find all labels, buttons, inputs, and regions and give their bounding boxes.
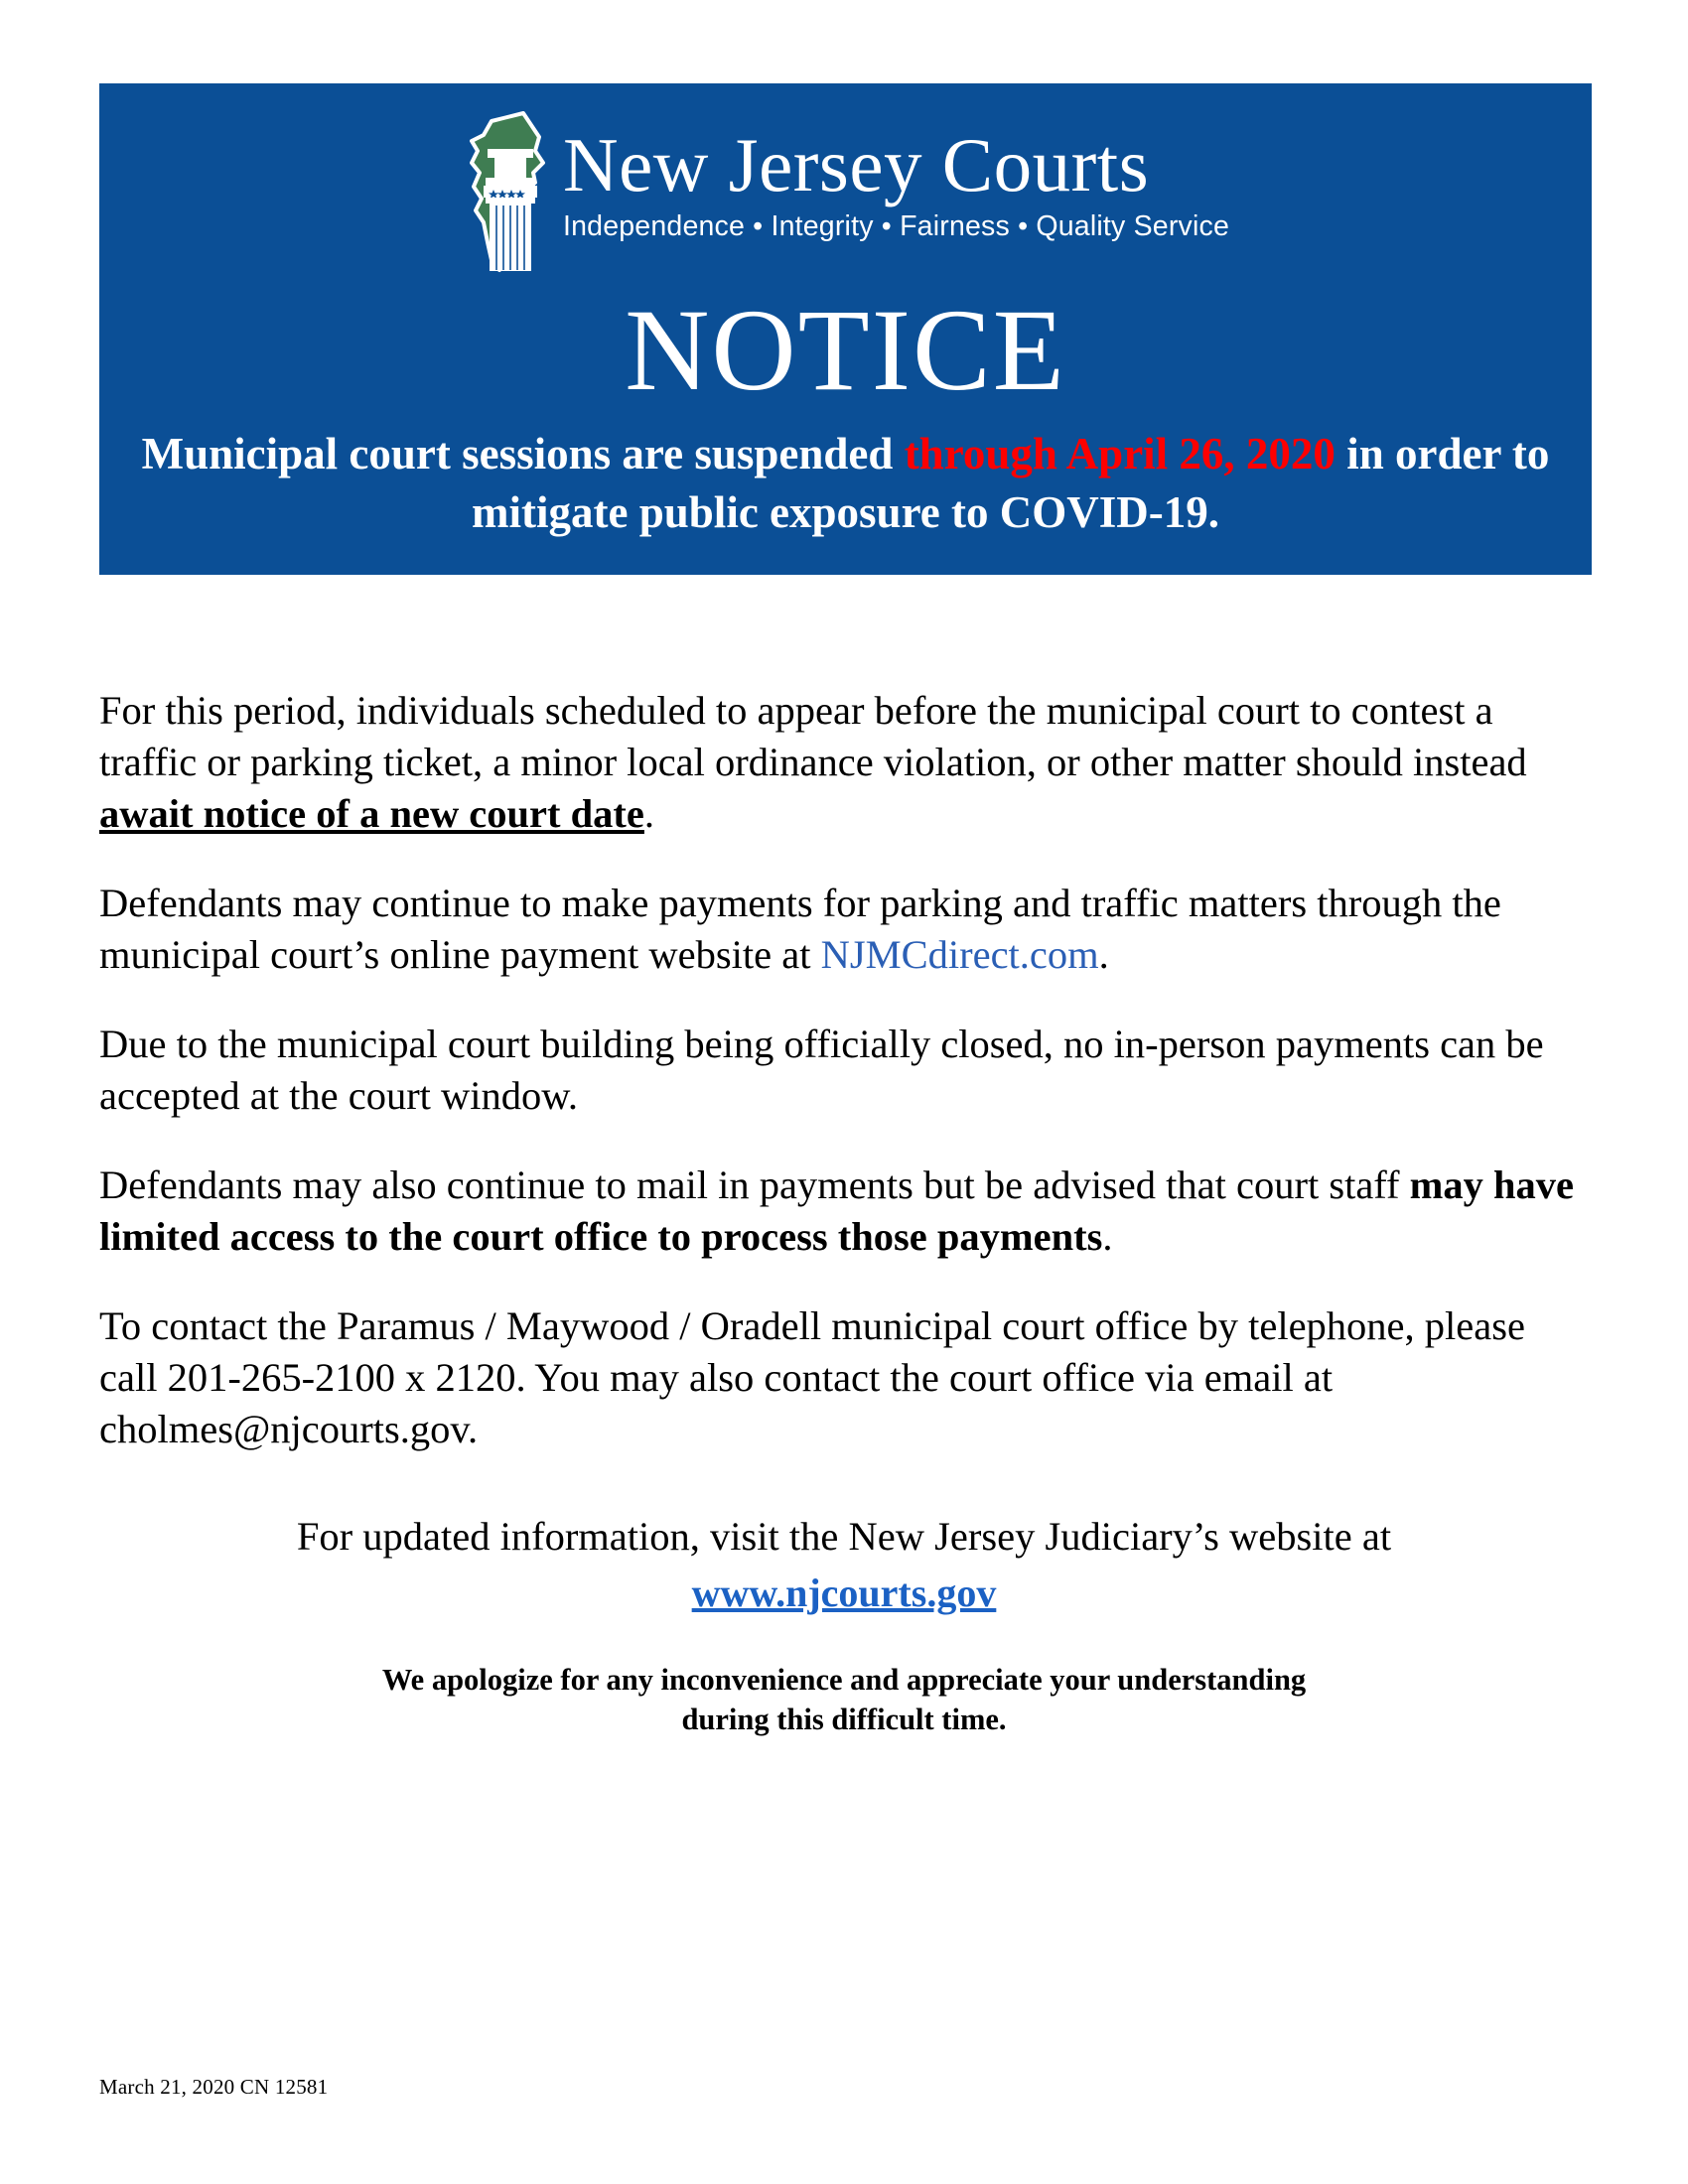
subtitle-date-highlight: through April 26, 2020	[904, 429, 1336, 478]
document-footer-note: March 21, 2020 CN 12581	[99, 2075, 329, 2099]
brand-text	[562, 122, 1230, 243]
subtitle-part-2: in order to mitigate public exposure to COVID-19.	[472, 429, 1550, 537]
apology-line-1: We apologize for any inconvenience and appreciate your understanding	[381, 1662, 1307, 1697]
p1-text-before: For this period, individuals scheduled to appear before the municipal court to contest a traffic or parking ticket, a minor local ordinance violation, or other matter should instead	[99, 688, 1527, 785]
logo-lockup	[99, 83, 1592, 282]
apology-block	[99, 1660, 1589, 1740]
paragraph-appearance	[99, 685, 1589, 840]
brand-tagline: Independence • Integrity • Fairness • Quality Service	[562, 210, 1230, 243]
p4-text-after: .	[1102, 1214, 1113, 1260]
paragraph-online-payments	[99, 878, 1589, 981]
p1-emphasis: await notice of a new court date	[99, 791, 644, 837]
updated-information-line: For updated information, visit the New Jersey Judiciary’s website at	[296, 1514, 1392, 1560]
header-banner	[99, 83, 1592, 575]
paragraph-building-closed: Due to the municipal court building being officially closed, no in-person payments can be accepted at the court window.	[99, 1022, 1544, 1119]
subtitle-part-1: Municipal court sessions are suspended	[141, 429, 905, 478]
page-title: NOTICE	[625, 285, 1066, 415]
p4-text-before: Defendants may also continue to mail in payments but be advised that court staff	[99, 1162, 1410, 1208]
paragraph-contact: To contact the Paramus / Maywood / Oradell municipal court office by telephone, please call 201-265-2100 x 2120. You may also contact the court office via email at cholmes@njcourts.gov.	[99, 1303, 1525, 1452]
notice-subtitle	[99, 425, 1592, 575]
p2-text-after: .	[1098, 932, 1109, 978]
p2-text-before: Defendants may continue to make payments for parking and traffic matters through the municipal court’s online payment website at	[99, 881, 1501, 978]
updated-information-block	[99, 1511, 1589, 1619]
nj-courts-seal-icon	[462, 111, 553, 278]
p4-emphasis: may have limited access to the court office to process those payments	[99, 1162, 1575, 1260]
paragraph-mail-payments	[99, 1160, 1589, 1263]
apology-line-2: during this difficult time.	[681, 1703, 1007, 1737]
p1-text-after: .	[643, 791, 655, 837]
njcourts-website-link[interactable]: www.njcourts.gov	[691, 1570, 997, 1616]
njmcdirect-link[interactable]: NJMCdirect.com	[820, 932, 1099, 978]
brand-name: New Jersey Courts	[562, 122, 1150, 207]
notice-body	[99, 685, 1589, 1740]
